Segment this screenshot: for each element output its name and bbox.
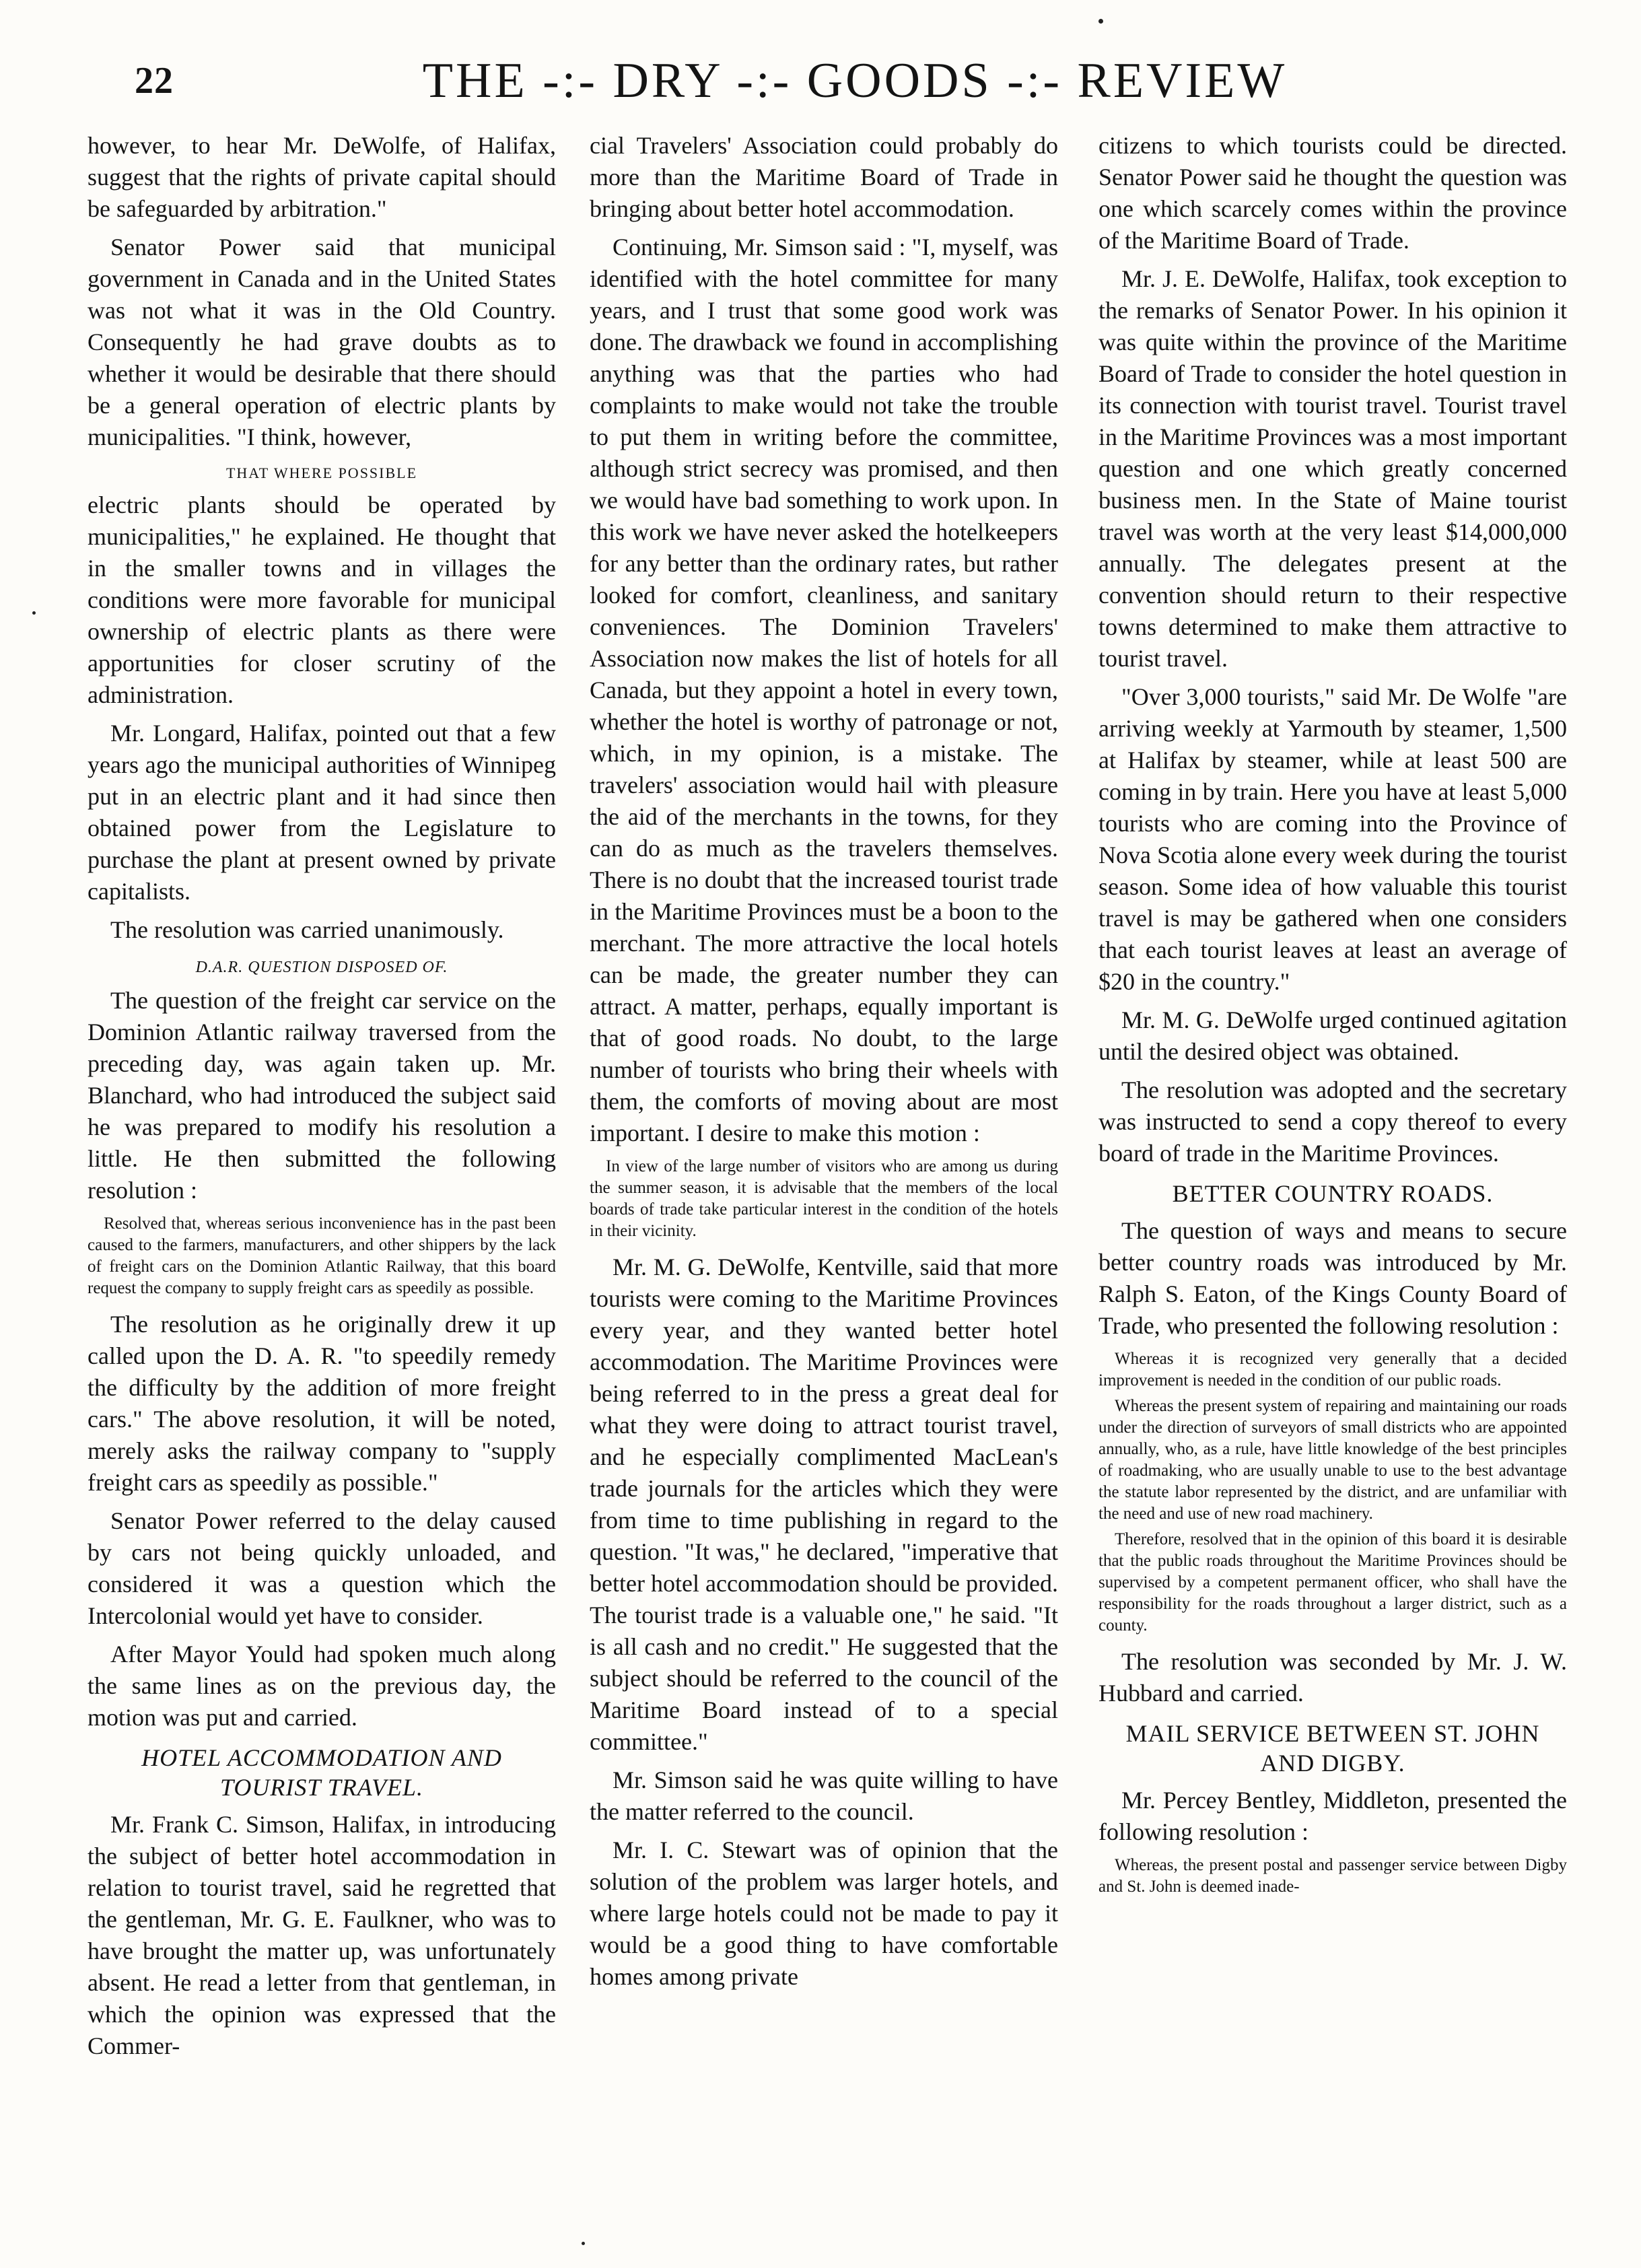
section-heading: MAIL SERVICE BETWEEN ST. JOHN AND DIGBY. <box>1125 1720 1540 1777</box>
paragraph: The resolution was carried unanimously. <box>110 916 504 943</box>
paragraph: however, to hear Mr. DeWolfe, of Halifax, suggest that the rights of private capital should be safeguarded by arbitration." <box>88 132 556 222</box>
resolution-text: In view of the large number of visitors who are among us during the summer season, it is advisable that the members of the local boards of trade take particular interest in the condition of the hotels in their vicinity. <box>590 1157 1058 1240</box>
paragraph: electric plants should be operated by municipalities," he explained. He thought that in the smaller towns and in villages the conditions were more favorable for municipal ownership of electric plants as there were apportunities for closer scrutiny of the administration. <box>88 491 556 708</box>
article-column-3 <box>1098 130 1567 1907</box>
paragraph: The resolution was seconded by Mr. J. W. Hubbard and carried. <box>1098 1648 1567 1707</box>
paragraph: Mr. M. G. DeWolfe urged continued agitation until the desired object was obtained. <box>1098 1006 1567 1065</box>
resolution-text: Whereas the present system of repairing and maintaining our roads under the direction of surveyors of small districts who are appointed annually, who, as a rule, have little knowledge of the best principles of roadmaking, who are usually unable to use to the best advantage the statute labor represented by the district, and are unfamiliar with the need and use of new road machinery. <box>1098 1397 1567 1523</box>
section-heading: BETTER COUNTRY ROADS. <box>1172 1180 1494 1207</box>
print-speck <box>32 611 36 615</box>
paragraph: Mr. Frank C. Simson, Halifax, in introducing the subject of better hotel accommodation in relation to tourist travel, said he regretted that the gentleman, Mr. G. E. Faulkner, who was to have brought the matter up, was unfortunately absent. He read a letter from that gentleman, in which the opinion was expressed that the Commer- <box>88 1811 556 2059</box>
paragraph: Mr. J. E. DeWolfe, Halifax, took exception to the remarks of Senator Power. In his opinion it was quite within the province of the Maritime Board of Trade to consider the hotel question in its connection with tourist travel. Tourist travel in the Maritime Provinces was a most important question and one which greatly concerned business men. In the State of Maine tourist travel was worth at the very least $14,000,000 annually. The delegates present at the convention should return to their respective towns determined to make them attractive to tourist travel. <box>1098 265 1567 672</box>
article-column-1 <box>88 130 556 2069</box>
paragraph: Mr. Simson said he was quite willing to have the matter referred to the council. <box>590 1766 1058 1825</box>
paragraph: Senator Power said that municipal government in Canada and in the United States was not what it was in the Old Country. Consequently he had grave doubts as to whether it would be desirable that there should be a general operation of electric plants by municipalities. "I think, however, <box>88 234 556 450</box>
publication-title: THE -:- DRY -:- GOODS -:- REVIEW <box>422 53 1288 108</box>
paragraph: The resolution was adopted and the secretary was instructed to send a copy thereof to every board of trade in the Maritime Provinces. <box>1098 1076 1567 1167</box>
subheading: D.A.R. QUESTION DISPOSED OF. <box>195 959 448 976</box>
resolution-text: Whereas it is recognized very generally that a decided improvement is needed in the condition of our public roads. <box>1098 1350 1567 1389</box>
paragraph: "Over 3,000 tourists," said Mr. De Wolfe "are arriving weekly at Yarmouth by steamer, 1,500 at Halifax by steamer, while at least 500 are coming in by train. Here you have at least 5,000 tourists who are coming into the Province of Nova Scotia alone every week during the tourist season. Some idea of how valuable this tourist travel is may be gathered when one considers that each tourist leaves at least an average of $20 in the country." <box>1098 683 1567 995</box>
paragraph: Senator Power referred to the delay caused by cars not being quickly unloaded, and considered it was a question which the Intercolonial would yet have to consider. <box>88 1507 556 1629</box>
paragraph: cial Travelers' Association could probably do more than the Maritime Board of Trade in bringing about better hotel accommodation. <box>590 132 1058 222</box>
article-column-2 <box>590 130 1058 1999</box>
resolution-text: Whereas, the present postal and passenger service between Digby and St. John is deemed inade- <box>1098 1856 1567 1896</box>
paragraph: Mr. Percey Bentley, Middleton, presented the following resolution : <box>1098 1787 1567 1845</box>
paragraph: citizens to which tourists could be directed. Senator Power said he thought the question was one which scarcely comes within the province of the Maritime Board of Trade. <box>1098 132 1567 254</box>
section-heading: HOTEL ACCOMMODATION AND TOURIST TRAVEL. <box>141 1744 502 1801</box>
paragraph: The resolution as he originally drew it up called upon the D. A. R. "to speedily remedy the difficulty by the addition of more freight cars." The above resolution, it will be noted, merely asks the railway company to "supply freight cars as speedily as possible." <box>88 1311 556 1496</box>
page-header <box>135 53 1575 127</box>
paragraph: The question of the freight car service on the Dominion Atlantic railway traversed from the preceding day, was again taken up. Mr. Blanchard, who had introduced the subject said he was prepared to modify his resolution a little. He then submitted the following resolution : <box>88 987 556 1204</box>
paragraph: Mr. I. C. Stewart was of opinion that the solution of the problem was larger hotels, and where large hotels could not be made to pay it would be a good thing to have comfortable homes among private <box>590 1836 1058 1990</box>
resolution-text: Therefore, resolved that in the opinion of this board it is desirable that the public roads throughout the Maritime Provinces should be supervised by a competent permanent officer, who shall have the responsibility for the roads throughout a larger district, such as a county. <box>1098 1530 1567 1635</box>
print-speck <box>582 2242 585 2245</box>
resolution-text: Resolved that, whereas serious inconvenience has in the past been caused to the farmers, manufacturers, and other shippers by the lack of freight cars on the Dominion Atlantic Railway, that this board request the company to supply freight cars as speedily as possible. <box>88 1214 556 1297</box>
print-speck <box>1098 19 1103 24</box>
paragraph: After Mayor Yould had spoken much along the same lines as on the previous day, the motion was put and carried. <box>88 1641 556 1731</box>
paragraph: Mr. M. G. DeWolfe, Kentville, said that more tourists were coming to the Maritime Provinces every year, and they wanted better hotel accommodation. The Maritime Provinces were being referred to in the press a great deal for what they were doing to attract tourist travel, and he especially complimented MacLean's trade journals for the articles which they were from time to time publishing in regard to the question. "It was," he declared, "imperative that better hotel accommodation should be provided. The tourist trade is a valuable one," he said. "It is all cash and no credit." He suggested that the subject should be referred to the council of the Maritime Board instead of to a special committee." <box>590 1253 1058 1755</box>
paragraph: The question of ways and means to secure better country roads was introduced by Mr. Ralph S. Eaton, of the Kings County Board of Trade, who presented the following resolution : <box>1098 1217 1567 1339</box>
subheading: THAT WHERE POSSIBLE <box>225 465 418 481</box>
paragraph: Continuing, Mr. Simson said : "I, myself, was identified with the hotel committee for many years, and I trust that some good work was done. The drawback we found in accomplishing anything was that the parties who had complaints to make would not take the trouble to put them in writing before the committee, although strict secrecy was promised, and then we would have bad something to work upon. In this work we have never asked the hotelkeepers for any better than the ordinary rates, but rather looked for comfort, cleanliness, and sanitary conveniences. The Dominion Travelers' Association now makes the list of hotels for all Canada, but they appoint a hotel in every town, whether the hotel is worthy of patronage or not, which, in my opinion, is a mistake. The travelers' association would hail with pleasure the aid of the merchants in the towns, for they can do as much as the travelers themselves. There is no doubt that the increased tourist trade in the Maritime Provinces must be a boon to the merchant. The more attractive the local hotels can be made, the greater number they can attract. A matter, perhaps, equally important is that of good roads. No doubt, to the large number of tourists who bring their wheels with them, the comforts of moving about are most important. I desire to make this motion : <box>590 234 1058 1146</box>
page-number: 22 <box>135 60 174 102</box>
paragraph: Mr. Longard, Halifax, pointed out that a few years ago the municipal authorities of Winnipeg put in an electric plant and it had since then obtained power from the Legislature to purchase the plant at present owned by private capitalists. <box>88 720 556 905</box>
